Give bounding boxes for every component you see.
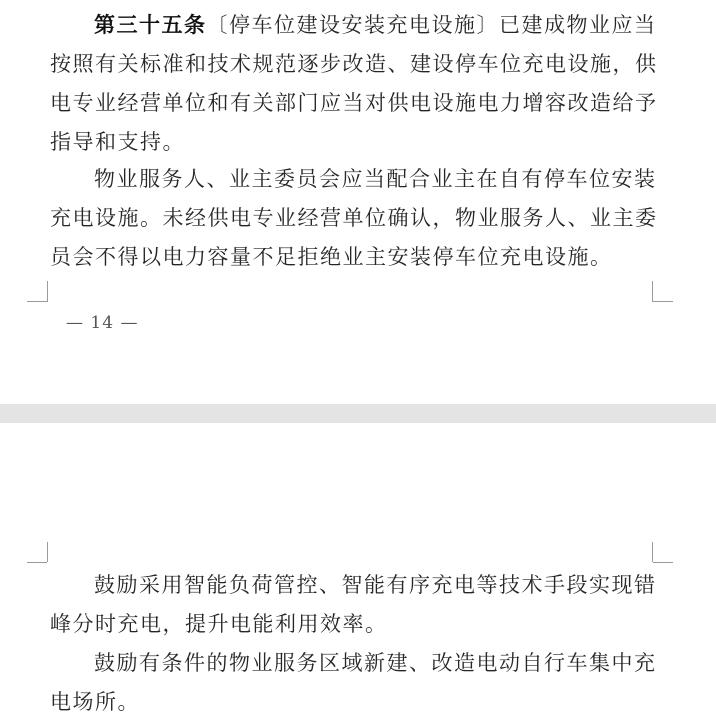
encourage-ebike-charging-paragraph [50,644,670,722]
article-35-paragraph [50,5,670,162]
paragraph-text: 鼓励采用智能负荷管控、智能有序充电等技术手段实现错峰分时充电，提升电能利用效率。 [50,573,657,636]
article-35-paragraph-2 [50,160,670,277]
article-text: 〔停车位建设安装充电设施〕已建成物业应当按照有关标准和技术规范逐步改造、建设停车位充电设施，供电专业经营单位和有关部门应当对供电设施电力增容改造给予指导和支持。 [50,13,658,154]
paragraph-text: 鼓励有条件的物业服务区域新建、改造电动自行车集中充电场所。 [50,651,657,714]
page-margin-corner-mark [653,562,673,563]
page-margin-corner-mark [27,562,47,563]
encourage-smart-charging-paragraph [50,566,670,644]
article-heading: 第三十五条 [94,12,207,37]
paragraph-text: 物业服务人、业主委员会应当配合业主在自有停车位安装充电设施。未经供电专业经营单位确认，物业服务人、业主委员会不得以电力容量不足拒绝业主安装停车位充电设施。 [50,167,658,269]
page-separator [0,404,716,423]
page-margin-corner-mark [652,281,673,302]
page-margin-corner-mark [27,281,48,302]
page-margin-corner-mark [27,542,48,562]
page-margin-corner-mark [652,542,673,562]
page-number: — 14 — [66,313,139,333]
